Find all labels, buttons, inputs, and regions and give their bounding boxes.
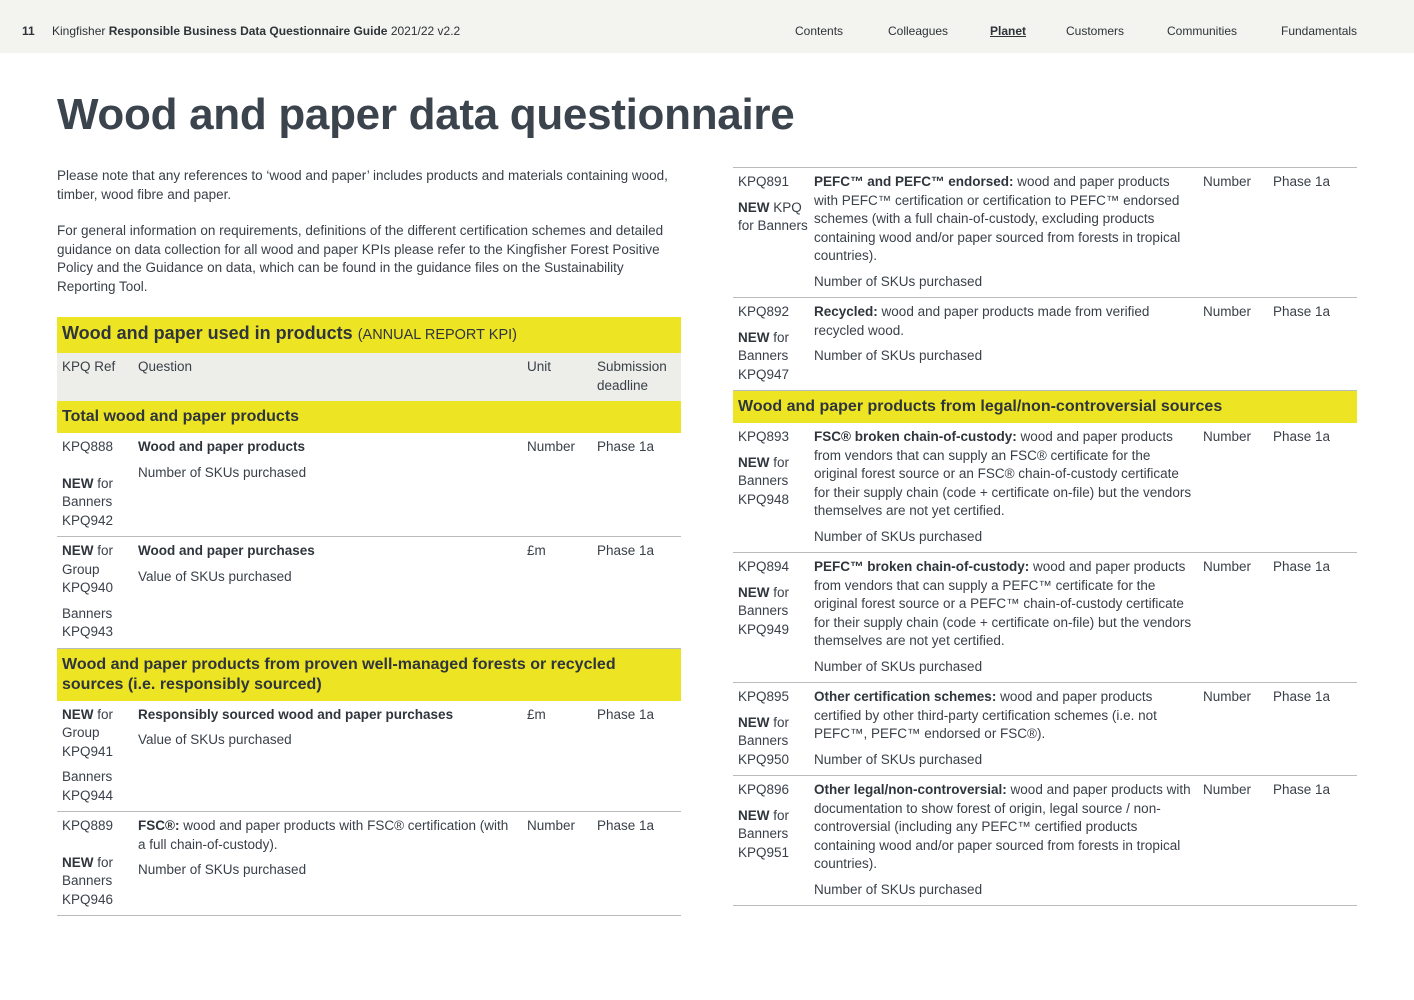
deadline-cell: Phase 1a <box>1273 689 1331 704</box>
top-bar <box>0 0 1414 53</box>
section-heading: Total wood and paper products <box>57 401 681 433</box>
table-row <box>57 537 681 649</box>
ref-cell: KPQ893 NEW for Banners KPQ948 <box>738 429 790 507</box>
question-cell: FSC®: wood and paper products with FSC® certification (with a full chain-of-custody). Number of SKUs purchased <box>138 818 509 877</box>
unit-cell: £m <box>527 543 546 558</box>
ref-cell: KPQ894 NEW for Banners KPQ949 <box>738 559 790 637</box>
question-cell: PEFC™ broken chain-of-custody: wood and paper products from vendors that can supply a PEFC™ certificate for the original forest source or a PEFC™ chain-of-custody certificate for their supply chain (code + certificate on-file) but the vendors themselves are not yet certified. Number of SKUs purchased <box>814 559 1192 674</box>
ref-cell: KPQ889 NEW for Banners KPQ946 <box>62 818 114 907</box>
nav-communities[interactable]: Communities <box>1167 24 1238 38</box>
table-row <box>733 298 1357 391</box>
header-unit: Unit <box>527 359 552 374</box>
unit-cell: Number <box>1203 304 1252 319</box>
table-row <box>57 701 681 813</box>
nav-colleagues[interactable]: Colleagues <box>888 24 949 38</box>
table-row <box>733 776 1357 906</box>
unit-cell: Number <box>527 818 576 833</box>
questionnaire-table-right <box>733 167 1357 906</box>
intro-paragraph: For general information on requirements, definitions of the different certification schemes and detailed guidance on data collection for all wood and paper KPIs please refer to the Kingfisher Forest Positive Policy and the Guidance on data, which can be found in the guidance files on the Sustainability Reporting Tool. <box>57 223 664 294</box>
unit-cell: Number <box>1203 429 1252 444</box>
unit-cell: Number <box>1203 782 1252 797</box>
ref-cell: KPQ892 NEW for Banners KPQ947 <box>738 304 790 382</box>
deadline-cell: Phase 1a <box>597 706 655 722</box>
unit-cell: £m <box>527 706 546 722</box>
page-title: Wood and paper data questionnaire <box>57 90 795 139</box>
deadline-cell: Phase 1a <box>1273 304 1331 319</box>
question-cell: Other certification schemes: wood and paper products certified by other third-party certification schemes (i.e. not PEFC™, PEFC™ endorsed or FSC®). Number of SKUs purchased <box>814 689 1157 767</box>
nav-contents[interactable]: Contents <box>795 24 844 38</box>
question-cell: FSC® broken chain-of-custody: wood and paper products from vendors that can supply an FSC® certificate for the original forest source or an FSC® chain-of-custody certificate for their supply chain (code + certificate on-file) but the vendors themselves are not yet certified. Number of SKUs purchased <box>814 429 1192 544</box>
table-title: Wood and paper used in products (ANNUAL REPORT KPI) <box>57 317 681 353</box>
ref-cell: KPQ891 NEW KPQ for Banners <box>738 174 808 233</box>
ref-cell: NEW for Group KPQ940 Banners KPQ943 <box>62 543 114 639</box>
ref-cell: NEW for Group KPQ941 Banners KPQ944 <box>62 706 114 803</box>
deadline-cell: Phase 1a <box>597 543 655 558</box>
deadline-cell: Phase 1a <box>597 818 655 833</box>
unit-cell: Number <box>527 439 576 454</box>
header-ref: KPQ Ref <box>62 359 116 374</box>
table-row <box>57 812 681 916</box>
deadline-cell: Phase 1a <box>1273 782 1331 797</box>
question-cell: Wood and paper products Number of SKUs purchased <box>138 439 307 480</box>
deadline-cell: Phase 1a <box>597 439 655 454</box>
deadline-cell: Phase 1a <box>1273 429 1331 444</box>
question-cell: Other legal/non-controversial: wood and paper products with documentation to show forest of origin, legal source / non-controversial (including any PEFC™ certified products containing wood and/or paper sourced from forests in tropical countries). Number of SKUs purchased <box>814 782 1191 897</box>
nav-customers[interactable]: Customers <box>1066 24 1125 38</box>
ref-cell: KPQ888 NEW for Banners KPQ942 <box>62 439 114 528</box>
table-row <box>57 433 681 537</box>
page-number: 11 <box>22 24 35 38</box>
question-cell: Wood and paper purchases Value of SKUs purchased <box>138 543 315 584</box>
header-deadline: Submission deadline <box>597 359 667 393</box>
questionnaire-table-left <box>57 317 681 916</box>
intro-paragraph: Please note that any references to ‘wood and paper’ includes products and materials containing wood, timber, wood fibre and paper. <box>57 168 668 202</box>
table-row <box>733 683 1357 776</box>
question-cell: Responsibly sourced wood and paper purchases Value of SKUs purchased <box>138 706 454 747</box>
header-question: Question <box>138 359 193 374</box>
question-cell: Recycled: wood and paper products made from verified recycled wood. Number of SKUs purchased <box>814 304 1150 363</box>
deadline-cell: Phase 1a <box>1273 174 1331 189</box>
ref-cell: KPQ895 NEW for Banners KPQ950 <box>738 689 790 767</box>
unit-cell: Number <box>1203 559 1252 574</box>
nav-fundamentals[interactable]: Fundamentals <box>1281 24 1358 38</box>
table-row <box>733 167 1357 298</box>
section-heading: Wood and paper products from proven well-managed forests or recycled sources (i.e. responsibly sourced) <box>57 649 681 701</box>
document-title: Kingfisher Responsible Business Data Questionnaire Guide 2021/22 v2.2 <box>52 24 461 38</box>
unit-cell: Number <box>1203 174 1252 189</box>
intro-text <box>57 167 672 314</box>
nav-planet[interactable]: Planet <box>990 24 1027 38</box>
unit-cell: Number <box>1203 689 1252 704</box>
deadline-cell: Phase 1a <box>1273 559 1331 574</box>
section-heading: Wood and paper products from legal/non-controversial sources <box>733 391 1357 423</box>
table-header-row <box>57 353 681 401</box>
table-row <box>733 423 1357 553</box>
ref-cell: KPQ896 NEW for Banners KPQ951 <box>738 782 790 860</box>
question-cell: PEFC™ and PEFC™ endorsed: wood and paper products with PEFC™ certification or certification to PEFC™ endorsed schemes (with a full chain-of-custody, excluding products containing wood and/or paper sourced from forests in tropical countries). Number of SKUs purchased <box>814 174 1181 289</box>
table-row <box>733 553 1357 683</box>
